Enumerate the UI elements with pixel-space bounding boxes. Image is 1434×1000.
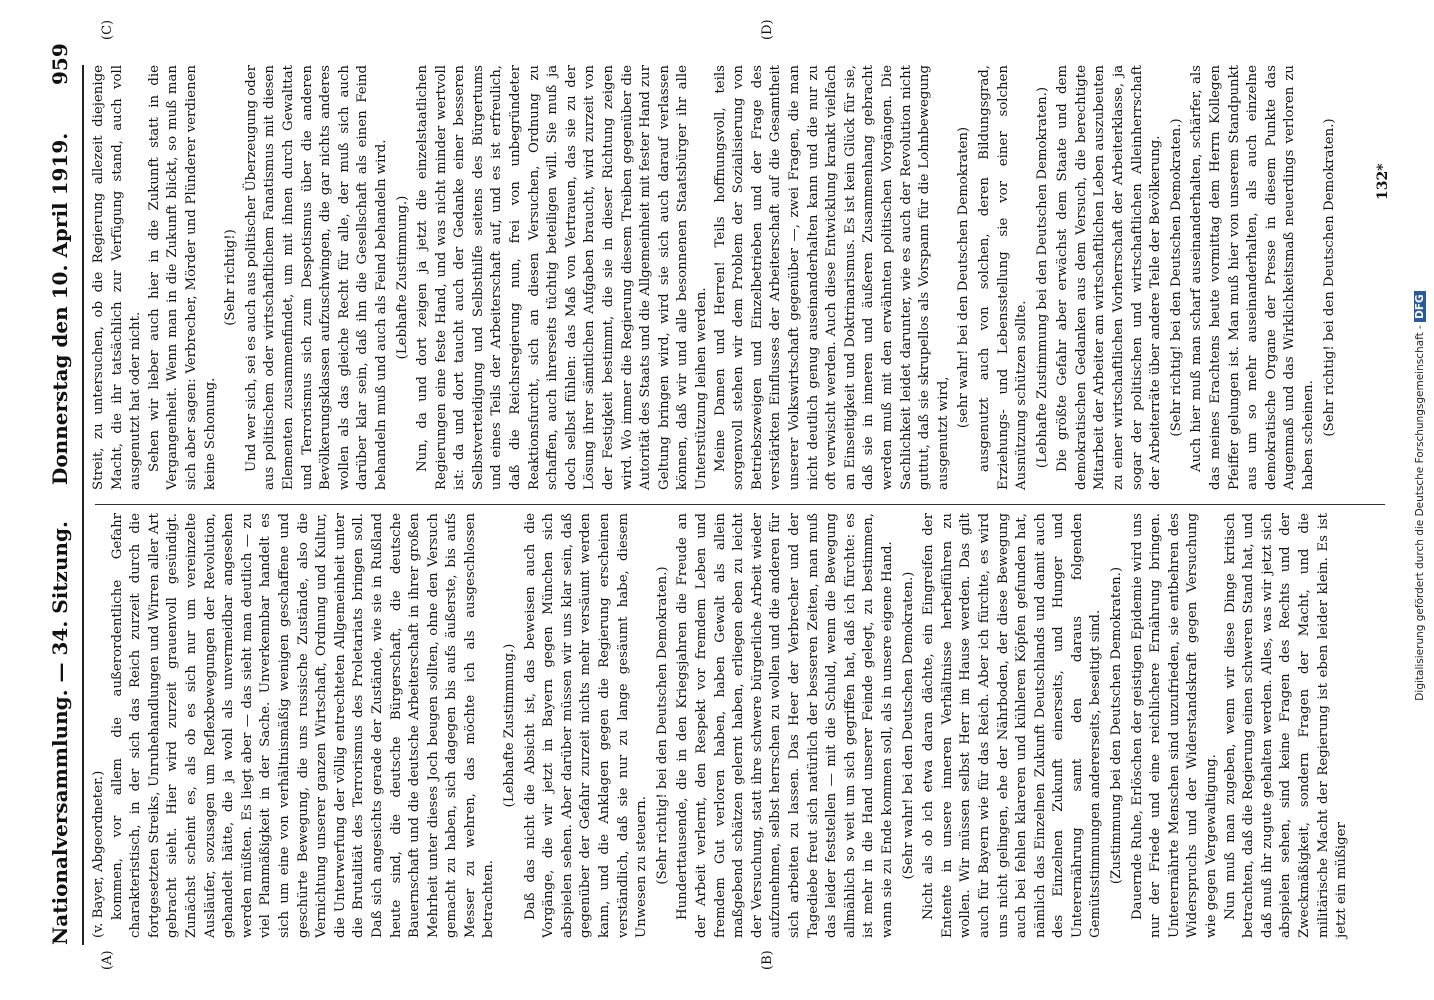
paragraph: Nun muß man zugeben, wenn wir diese Dinge kritisch betrachten, daß die Regierung einen schweren Stand hat, und daß muß ihr zugute gehalten werden. Alles, was wir jetzt sich abspielen sehen, sind keine Fragen des Rechts und der Zweckmäßigkeit, sondern Fragen der Macht, und die militärische Macht der Regierung ist eben leider klein. Es ist jetzt ein müßiger	[1222, 513, 1350, 938]
header-title: Nationalversammlung. — 34. Sitzung.	[48, 521, 72, 945]
paragraph: Dauernde Ruhe, Erlöschen der geistigen Epidemie wird uns nur der Friede und eine reichlichere Ernährung bringen. Unterernährte Menschen sind unzufrieden, sie entbehren des Widerspruchs und der Widerstandskraft gegen Versuchung wie gegen Vergewaltigung.	[1129, 513, 1220, 938]
interjection: (Zustimmung bei den Deutschen Demokraten.)	[1109, 566, 1125, 885]
paragraph: Sehen wir lieber auch hier in die Zukunft statt in die Vergangenheit. Wenn man in die Zukunft blickt, so muß man sich aber sagen: Verbrecher, Mörder und Plünderer verdienen keine Schonung.	[146, 65, 218, 490]
paragraph: Hunderttausende, die in den Kriegsjahren die Freude an der Arbeit verlernt, den Respekt vor fremdem Leben und fremdem Gut verloren haben, haben Gewalt als allein maßgebend schätzen gelernt haben, erliegen eben zu leicht der Versuchung, statt ihre schwere bürgerliche Arbeit wieder aufzunehmen, selbst herrschen zu wollen und die anderen für sich arbeiten zu lassen. Das Heer der Verbrecher und der Tagediebe freut sich natürlich der besseren Zeiten, man muß das leider feststellen — mit die Schuld, wenn die Bewegung allmählich so weit um sich gegriffen hat, daß ich fürchte: es ist mehr in die Hand unserer Feinde gelegt, zu bestimmen, wann sie zu Ende kommen soll, als in unsere eigene Hand.	[675, 513, 895, 938]
page-number: 959	[48, 43, 72, 85]
interjection: (Lebhafte Zustimmung.)	[394, 195, 410, 360]
paragraph: Nicht als ob ich etwa daran dächte, ein Eingreifen der Entente in unsere inneren Verhältnisse herbeiführen zu wollen. Wir müssen selbst Herr im Hause werden. Das gilt auch für Bayern wie für das Reich. Aber ich fürchte, es wird uns nicht gelingen, ehe der Nährboden, der diese Bewegung auch bei fehlen klareren und kühleren Köpfen gefunden hat, nämlich das Einzelnen Zukunft Deutschlands und damit auch des Einzelnen Zukunft einerseits, und Hunger und Unterernährung samt den daraus folgenden Gemütsstimmungen andererseits, beseitigt sind.	[921, 513, 1104, 938]
interjection: (Sehr richtig! bei den Deutschen Demokraten.)	[1168, 118, 1184, 437]
paragraph: kommen, vor allem die außerordentliche Gefahr charakteristisch, in der sich das Reich zurzeit durch die fortgesetzten Streiks, Unruhehandlungen und Wirren aller Art gebracht sieht. Hier wird zurzeit grauenvoll gesündigt. Zunächst scheint es, als ob es sich nur um vereinzelte Ausläufer, sozusagen um Reflexbewegungen der Revolution, gehandelt hätte, die ja wohl als unvermeidbar angesehen werden müßten. Es liegt aber — das sieht man deutlich — zu viel Planmäßigkeit in der Sache. Unverkennbar handelt es sich um eine von verhältnismäßig wenigen geschaffene und geschürte Bewegung, die uns russische Zustände, also die Vernichtung unserer ganzen Wirtschaft, Ordnung und Kultur, die Unterwerfung der völlig entrechteten Allgemeinheit unter die Brutalität des Terrorismus des Proletariats bringen soll. Daß sich angesichts gerade der Zustände, wie sie in Rußland heute sind, die deutsche Bürgerschaft, die deutsche Bauernschaft und die deutsche Arbeiterschaft in ihrer großen Mehrheit unter dieses Joch beugen sollten, ohne den Versuch gemacht zu haben, sich dagegen bis aufs äußerste, bis aufs Messer zu wehren, das möchte ich als ausgeschlossen betrachten.	[109, 513, 497, 938]
column-divider	[95, 504, 1385, 505]
interjection: (Sehr wahr! bei den Deutschen Demokraten.)	[900, 571, 916, 880]
side-note-text	[1414, 6, 1426, 986]
speaker-line: (v. Bayer, Abgeordneter.)	[91, 770, 106, 938]
paragraph: Nun, da und dort zeigen ja jetzt die einzelstaatlichen Regierungen eine feste Hand, und was nicht minder wertvoll ist: da und dort taucht auch der Gedanke einer besseren Selbstverteidigung und Selbsthilfe seitens des Bürgertums und eines Teils der Arbeiterschaft auf, und es ist erfreulich, daß die Reichsregierung nun, frei von unbegründeter Reaktionsfurcht, sich an diesen Versuchen, Ordnung zu schaffen, auch ihrerseits tüchtig beteiligen will. Sie muß ja doch selbst fühlen: das Maß von Vertrauen, das sie zu der Lösung ihrer sämtlichen Aufgaben braucht, wird zurzeit von der Festigkeit bestimmt, die sie in dieser Richtung zeigen wird. Wo immer die Regierung diesem Treiben gegenüber die Autorität des Staats und die Allgemeinheit mit fester Hand zur Geltung bringen wird, wird sie sich auch darauf verlassen können, daß wir und alle besonnenen Staatsbürger ihr alle Unterstützung leihen werden.	[415, 65, 709, 490]
right-column	[90, 65, 1341, 490]
marker-b: (B)	[760, 950, 775, 970]
page-header	[0, 43, 72, 945]
paragraph: ausgenutzt auch von solchen, deren Bildungsgrad, Erziehungs- und Lebensstellung sie vor einer solchen Ausnützung schützen sollte.	[976, 65, 1030, 490]
marker-a: (A)	[100, 950, 115, 970]
paragraph: Auch hier muß man scharf auseinanderhalten, schärfer, als das meines Erachtens heute vormittag dem Herrn Kollegen Pfeiffer gelungen ist. Man muß hier von unserem Standpunkt aus um so mehr auseinanderhalten, als auch einzelne demokratische Organe der Presse in diesem Punkte das Augenmaß und das Wirklichkeitsmaß neuerdings verloren zu haben scheinen.	[1189, 65, 1316, 490]
marker-c: (C)	[100, 19, 115, 40]
header-date: Donnerstag den 10. April 1919.	[48, 132, 72, 485]
interjection: (Lebhafte Zustimmung bei den Deutschen Demokraten.)	[1034, 86, 1050, 469]
interjection: (Lebhafte Zustimmung.)	[502, 643, 518, 808]
paragraph: Meine Damen und Herren! Teils hoffnungsvoll, teils sorgenvoll stehen wir dem Problem der Sozialisierung von Betriebszweigen und Einzelbetrieben und der Frage des verstärkten Einflusses der Arbeiterschaft auf die Gesamtheit unserer Volkswirtschaft gegenüber —, zwei Fragen, die man nicht deutlich genug auseinanderhalten kann und die nur zu oft verwischt werden. Auch diese Entwicklung krankt vielfach an Einseitigkeit und Doktrinarismus. Es ist kein Glück für sie, daß sie in inneren und äußeren Zusammenhang gebracht werden muß mit den erwähnten politischen Vorgängen. Die Sachlichkeit leidet darunter, wie es auch der Revolution nicht guttut, daß sie skrupellos als Vorspann für die Lohnbewegung ausgenutzt wird,	[712, 65, 951, 490]
interjection: (sehr wahr! bei den Deutschen Demokraten)	[956, 126, 972, 429]
side-note	[1410, 10, 1430, 990]
interjection: (Sehr richtig! bei den Deutschen Demokraten.)	[654, 566, 670, 885]
paragraph: Daß das nicht die Absicht ist, das beweisen auch die Vorgänge, die wir jetzt in Bayern gegen München sich abspielen sehen. Aber darüber müssen wir uns klar sein, daß gegenüber der Gefahr zurzeit nichts mehr versäumt werden kann, und die Anklagen gegen die Regierung erscheinen verständlich, daß sie nur zu lange gesäumt habe, diesem Unwesen zu steuern.	[522, 513, 650, 938]
header-rule	[82, 65, 84, 945]
side-note-label: Digitalisierung gefördert durch die Deutsche Forschungsgemeinschaft -	[1414, 325, 1426, 701]
left-column	[90, 513, 1352, 938]
marker-d: (D)	[760, 19, 775, 40]
paragraph: Die größte Gefahr aber erwächst dem Staate und dem demokratischen Gedanken aus dem Versuch, die berechtigte Mitarbeit der Arbeiter am wirtschaftlichen Leben auszubeuten zu einer wirtschaftlichen Vorherrschaft der Arbeiterklasse, ja sogar der politischen und wirtschaftlichen Alleinherrschaft der Arbeiterräte über andere Teile der Bevölkerung.	[1055, 65, 1164, 490]
paragraph: Streit, zu untersuchen, ob die Regierung allezeit diejenige Macht, die ihr tatsächlich zur Verfügung stand, auch voll ausgenutzt hat oder nicht.	[91, 65, 144, 490]
signature-mark: 132*	[1375, 163, 1391, 200]
dfg-logo: DFG	[1414, 291, 1426, 322]
interjection: (Sehr richtig!)	[223, 229, 239, 326]
paragraph: Und wer sich, sei es auch aus politischer Überzeugung oder aus politischem oder wirtschaftlichem Fanatismus mit diesen Elementen zusammenfindet, um mit ihnen durch Gewalttat und Terrorismus sich zum Despotismus über die anderen Bevölkerungsklassen aufzuschwingen, die gar nichts anderes wollen als das gleiche Recht für alle, der muß sich auch darüber klar sein, daß ihn die Gesellschaft als einen Feind behandeln muß und auch als Feind behandeln wird.	[243, 65, 389, 490]
interjection: (Sehr richtig! bei den Deutschen Demokraten.)	[1321, 118, 1337, 437]
